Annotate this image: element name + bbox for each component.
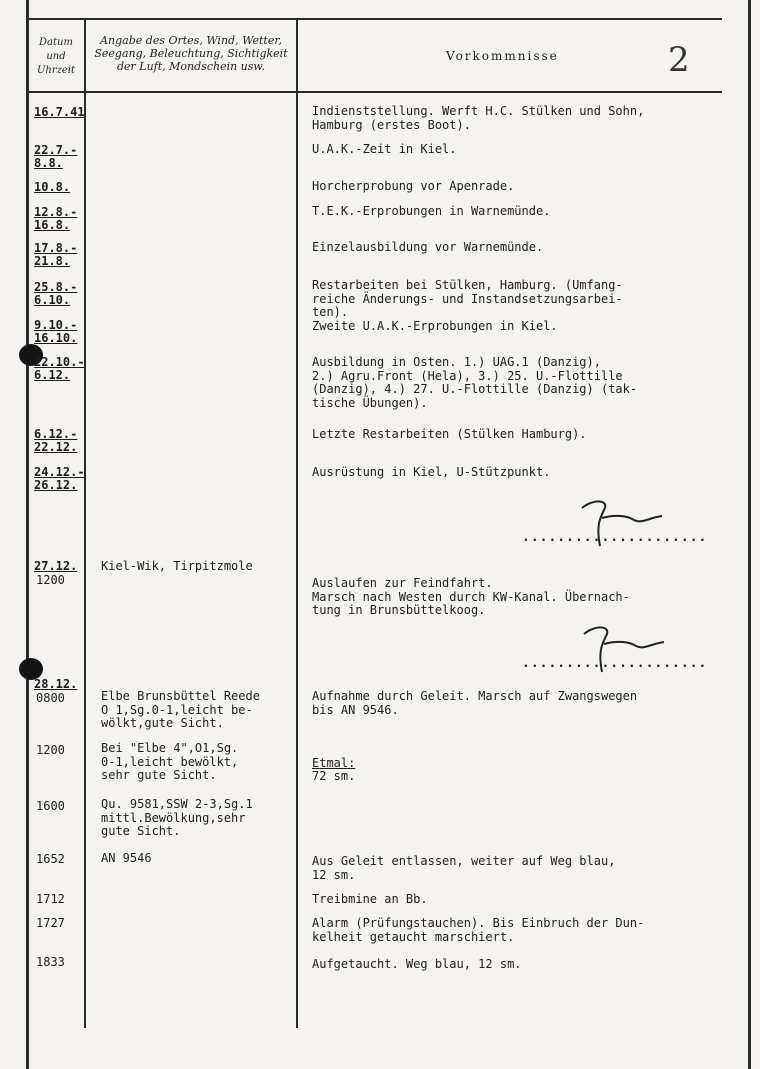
entry-location: Elbe Brunsbüttel Reede O 1,Sg.0-1,leicht be- wölkt,gute Sicht. xyxy=(101,689,260,730)
entry-date: 16.7.41 xyxy=(34,105,85,119)
entry-date: 9.10.- 16.10. xyxy=(34,318,78,345)
entry-time: 1652 xyxy=(36,852,65,866)
entry-event: Horcherprobung vor Apenrade. xyxy=(312,179,515,193)
entry-date: 25.8.- 6.10. xyxy=(34,280,78,307)
header-date-column: Datum und Uhrzeit xyxy=(36,37,76,76)
etmal-label: Etmal: xyxy=(312,755,356,770)
entry-date: 17.8.- 21.8. xyxy=(34,241,78,268)
entry-event: Aufnahme durch Geleit. Marsch auf Zwangswegen bis AN 9546. xyxy=(312,689,638,717)
entry-event: Alarm (Prüfungstauchen). Bis Einbruch der Dun- kelheit getaucht marschiert. xyxy=(312,916,645,944)
etmal-value: 72 sm. xyxy=(312,769,356,783)
entry-event: Treibmine an Bb. xyxy=(312,892,428,906)
entry-event: Einzelausbildung vor Warnemünde. xyxy=(312,240,544,254)
entry-date: 24.12.- 26.12. xyxy=(34,465,85,492)
entry-event xyxy=(312,743,744,784)
entry-time: 0800 xyxy=(36,691,65,705)
entry-event: Indienststellung. Werft H.C. Stülken und Sohn, Hamburg (erstes Boot). xyxy=(312,104,645,132)
entry-event: Ausrüstung in Kiel, U-Stützpunkt. xyxy=(312,465,551,479)
page-number: 2 xyxy=(668,40,690,80)
entry-event: Restarbeiten bei Stülken, Hamburg. (Umfang- reiche Änderungs- und Instandsetzungsarbei- ten). xyxy=(312,278,623,319)
date-column-rule xyxy=(84,18,86,1028)
entry-event: Aufgetaucht. Weg blau, 12 sm. xyxy=(312,957,522,971)
location-column-rule xyxy=(296,18,298,1028)
entry-event: Ausbildung in Osten. 1.) UAG.1 (Danzig), 2.) Agru.Front (Hela), 3.) 25. U.-Flottille (Danzig), 4.) 27. U.-Flottille (Danzig) (tak- tische Übungen). xyxy=(312,355,638,410)
signature-dotted-line: ..................... xyxy=(522,656,708,671)
handwritten-signature xyxy=(578,622,674,678)
entry-date: 22.10.- 6.12. xyxy=(34,355,85,382)
entry-date: 28.12. xyxy=(34,677,78,691)
entry-date: 22.7.- 8.8. xyxy=(34,143,78,170)
handwritten-signature xyxy=(576,496,672,552)
entry-event: U.A.K.-Zeit in Kiel. xyxy=(312,142,457,156)
header-top-rule xyxy=(26,18,722,20)
entry-location: AN 9546 xyxy=(101,851,152,865)
header-bottom-rule xyxy=(26,91,722,93)
entry-time: 1200 xyxy=(36,743,65,757)
entry-event: Aus Geleit entlassen, weiter auf Weg blau, 12 sm. xyxy=(312,854,616,882)
entry-location: Kiel-Wik, Tirpitzmole xyxy=(101,559,253,573)
entry-location: Qu. 9581,SSW 2-3,Sg.1 mittl.Bewölkung,sehr gute Sicht. xyxy=(101,797,253,838)
entry-date: 10.8. xyxy=(34,180,71,194)
entry-event: Letzte Restarbeiten (Stülken Hamburg). xyxy=(312,427,587,441)
entry-time: 1200 xyxy=(36,573,65,587)
entry-time: 1833 xyxy=(36,955,65,969)
entry-event: Auslaufen zur Feindfahrt. Marsch nach Westen durch KW-Kanal. Übernach- tung in Brunsbüttelkoog. xyxy=(312,576,630,617)
entry-event: T.E.K.-Erprobungen in Warnemünde. xyxy=(312,204,551,218)
right-edge-rule xyxy=(748,0,751,1069)
entry-date: 27.12. xyxy=(34,559,78,573)
entry-time: 1727 xyxy=(36,916,65,930)
entry-time: 1712 xyxy=(36,892,65,906)
signature-dotted-line: ..................... xyxy=(522,530,708,545)
header-location-column: Angabe des Ortes, Wind, Wetter, Seegang, Beleuchtung, Sichtigkeit der Luft, Mondschein usw. xyxy=(94,34,288,73)
entry-time: 1600 xyxy=(36,799,65,813)
entry-event: Zweite U.A.K.-Erprobungen in Kiel. xyxy=(312,319,558,333)
header-events-column: Vorkommnisse xyxy=(446,49,559,63)
entry-date: 6.12.- 22.12. xyxy=(34,427,78,454)
entry-date: 12.8.- 16.8. xyxy=(34,205,78,232)
left-margin-rule xyxy=(26,0,29,1069)
entry-location: Bei "Elbe 4",O1,Sg. 0-1,leicht bewölkt, sehr gute Sicht. xyxy=(101,741,239,782)
